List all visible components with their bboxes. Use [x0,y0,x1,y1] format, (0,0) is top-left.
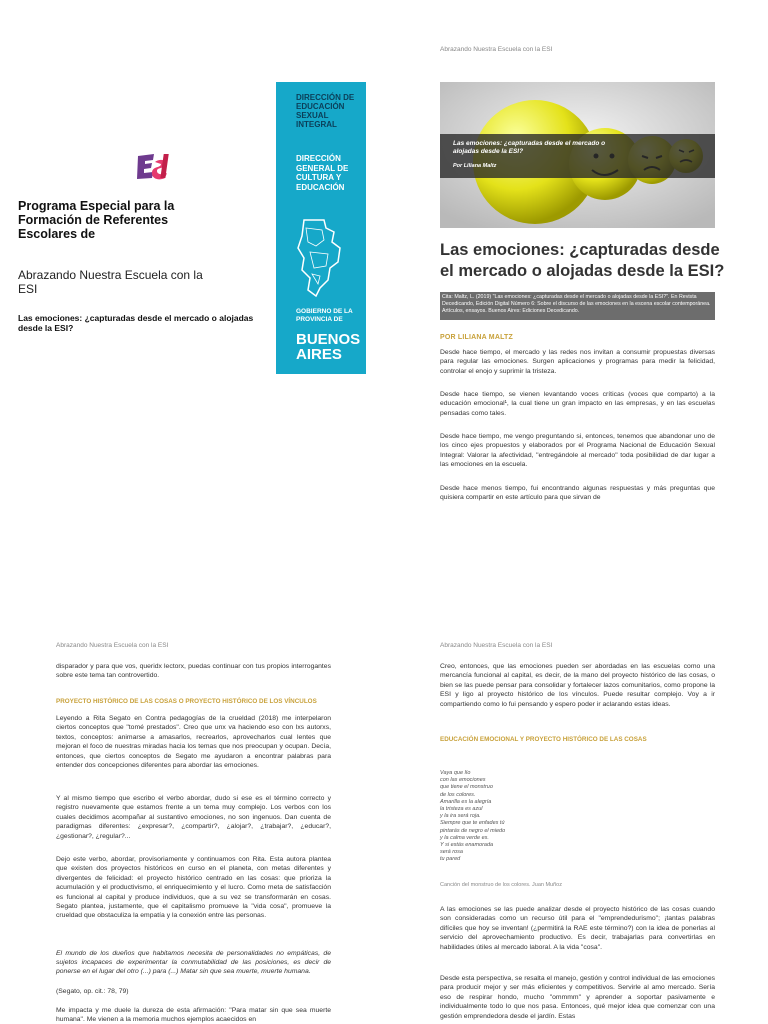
poem-line: Y si estás enamorada [440,842,494,849]
article-page-1 [384,0,768,512]
hero-title: Las emociones: ¿capturadas desde el mercado o alojadas desde la ESI? [453,140,606,155]
buenos-aires-label: BUENOS AIRES [296,331,361,363]
province-map-icon [294,218,342,298]
paragraph: Creo, entonces, que las emociones pueden ser abordadas en las escuelas como una mercancía funcional al capital, es decir, de la mano del proyecto histórico de las cosas, o bien se las puede pensar para consolidar y fortalecer lazos comunitarios, como propone la ESI y ligo al proyecto histórico de los vínculos. Puede resultar complejo. Voy a ir compartiendo como lo fui pensando y espero poder ir aclarando estas ideas. [440,663,715,708]
dir-general-label: DIRECCIÓN GENERAL DE CULTURA Y EDUCACIÓN [296,154,349,192]
article-page-2 [0,512,384,1024]
citation-text: Cita: Maltz, L. (2019) "Las emociones: ¿capturadas desde el mercado o alojadas desde la ESI?". En Revista Decedicando, Edición Digital Número 6: Sobre el discurso de las emociones en la escena escolar contemporánea. Artículos, ensayos. Buenos Aires: Ediciones Decedicando. [442,294,711,314]
cover-page [0,0,384,512]
paragraph: Me impacta y me duele la dureza de esta afirmación: "Para matar sin que sea muerte humana". Me vienen a la memoria muchos ejemplos acaecidos en [56,1007,331,1024]
poem-line: y la calma verde es. [440,834,489,841]
poem-line: con las emociones [440,777,486,784]
block-quote: El mundo de los dueños que habitamos necesita de personalidades no empáticas, de sujetos incapaces de experimentar la conmutabilidad de las posiciones, es decir de ponerse en el lugar del otro (...) para (...) Matar sin que sea muerte, muerte humana. [56,950,331,975]
poem-line: Amarilla es la alegría [440,798,492,805]
poem-line: de los colores. [440,791,476,798]
dir-esi-label: DIRECCIÓN DE EDUCACIÓN SEXUAL INTEGRAL [296,93,355,129]
poem-line: tu pared [440,856,461,863]
article-subtitle: Las emociones: ¿capturadas desde el mercado o alojadas desde la ESI? [18,313,254,333]
poem-line: que tiene el monstruo [440,784,493,791]
hero-author: Por Liliana Maltz [453,163,497,169]
article-title: Las emociones: ¿capturadas desde el mercado o alojadas desde la ESI? [440,241,725,280]
running-head: Abrazando Nuestra Escuela con la ESI [440,642,553,649]
article-page-3 [384,512,768,1024]
paragraph: disparador y para que vos, queridx lectorx, puedas continuar con tus propios interrogantes sobre este tema tan controvertido. [56,663,331,680]
hero-image [440,82,715,228]
paragraph: Desde esta perspectiva, se resalta el manejo, gestión y control individual de las emociones para producir mejor y ser más eficientes y competitivos. Servirle al amo mercado. Sería eso de respirar hondo, mucho "ommmm" y aprender a soportar pasivamente e individualmente todo lo que nos pasa. Entonces, qué mejor idea que comenzar con una gestión emprendedora desde el jardín. Estas [440,975,715,1020]
poem [440,770,560,864]
citation-box [440,292,715,320]
poem-line: y la ira será roja. [440,813,481,820]
paragraph: Leyendo a Rita Segato en Contra pedagogías de la crueldad (2018) me interpelaron ciertos conceptos que "tomé prestados". Creo que unx va haciendo eso con lxs autorxs, textos, conceptos: animarse a amasarlos, recrearlos, aprovecharlos cual lentes que mejoran el foco de nuestras miradas hacia los temas que nos preocupan y ocupan. Decía, entonces, que ciertos conceptos de Segato me ayudaron a encontrar palabras para entender dos concepciones diferentes para abordar las emociones. [56,715,331,770]
running-head: Abrazando Nuestra Escuela con la ESI [56,642,169,649]
byline: POR LILIANA MALTZ [440,334,514,341]
poem-line: pintarás de negro el miedo [440,827,506,834]
program-title: Programa Especial para la Formación de Referentes Escolares de [18,199,175,241]
paragraph: A las emociones se las puede analizar desde el proyecto histórico de las cosas cuando son consideradas como un recurso útil para el "emprendedurismo"; ¡tantas palabras difíciles que hoy se inventan! (¿permitirá la RAE este término?) con la idea de ponerlas al servicio del aprovechamiento productivo. Es decir, trabajarlas para convertirlas en habilidades útiles al mercado laboral. A la vida "cosa". [440,906,715,951]
esi-logo [136,152,170,180]
government-banner [276,82,366,374]
paragraph: Desde hace tiempo, se vienen levantando voces críticas (voces que comparto) a la educación emocional¹, la cual tiene un gran impacto en las empresas, y en las escuelas pensadas como tales. [440,391,715,417]
poem-line: Vaya que lío [440,770,471,776]
paragraph: Desde hace menos tiempo, fui encontrando algunas respuestas y más preguntas que quisiera compartir en este artículo para que sirvan de [440,485,715,502]
section-heading: EDUCACIÓN EMOCIONAL Y PROYECTO HISTÓRICO DE LAS COSAS [440,736,647,743]
running-head: Abrazando Nuestra Escuela con la ESI [440,46,553,53]
quote-reference: (Segato, op. cit.: 78, 79) [56,988,129,995]
poem-line: será rosa [440,849,463,856]
paragraph: Dejo este verbo, abordar, provisoriamente y continuamos con Rita. Esta autora plantea que existen dos proyectos históricos en curso en el planeta, con metas diferentes y divergentes de felicidad: el proyecto histórico centrado en las cosas: que prioriza la acumulación y el productivismo, el enriquecimiento y el lucro. Como meta de satisfacción es funcional al capital y produce individuos, que a su vez se transformarán en cosas. Segato plantea, justamente, que el capitalismo promueve la "vida cosa", promueve la crueldad que obstaculiza la empatía y la conexión entre las personas. [56,856,331,920]
poem-caption: Canción del monstruo de los colores. Juan Muñoz [440,882,562,888]
paragraph: Y al mismo tiempo que escribo el verbo abordar, dudo si ese es el término correcto y registro nuevamente que estamos frente a un tema muy complejo. Los verbos con los cuales decidimos acompañar al sustantivo emociones, no son ingenuos. Dan cuenta de paradigmas diferentes: ¿expresar?, ¿compartir?, ¿alojar?, ¿trabajar?, ¿educar?, ¿gestionar?, ¿regular?... [56,795,331,840]
paragraph: Desde hace tiempo, el mercado y las redes nos invitan a consumir propuestas diversas para regular las emociones. Surgen aplicaciones y programas para medir la felicidad, controlar el enojo y suprimir la tristeza. [440,349,715,375]
series-title: Abrazando Nuestra Escuela con la ESI [18,268,203,296]
paragraph: Desde hace tiempo, me vengo preguntando si, entonces, tenemos que abandonar uno de los cinco ejes propuestos y elaborados por el Programa Nacional de Educación Sexual Integral: Valorar la afectividad, "entregándole al mercado" toda posibilidad de dar lugar a las emociones en la escuela. [440,433,715,469]
gobierno-label: GOBIERNO DE LA PROVINCIA DE [296,308,353,323]
poem-line: la tristeza es azul [440,806,483,813]
poem-line: Siempre que te enfades tú [440,820,505,827]
section-heading: PROYECTO HISTÓRICO DE LAS COSAS O PROYECTO HISTÓRICO DE LOS VÍNCULOS [56,698,317,705]
